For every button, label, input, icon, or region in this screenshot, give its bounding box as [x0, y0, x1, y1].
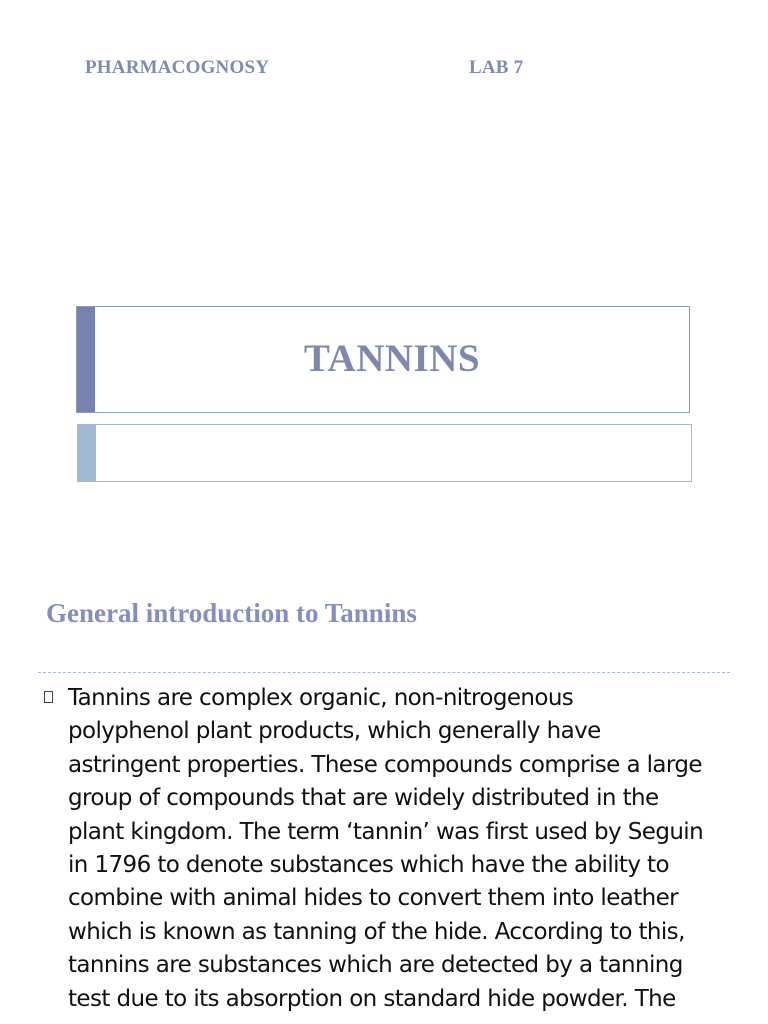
section-divider	[38, 672, 730, 673]
paragraph-line: tannins are substances which are detected by a tanning	[68, 952, 683, 979]
paragraph-line: test due to its absorption on standard hide powder. The	[68, 985, 676, 1012]
page-title: TANNINS	[303, 337, 481, 380]
paragraph-line: group of compounds that are widely distributed in the	[68, 785, 659, 812]
title-box	[76, 306, 690, 413]
paragraph-line: plant kingdom. The term ‘tannin’ was first used by Seguin	[68, 818, 704, 845]
paragraph-line: in 1796 to denote substances which have the ability to	[68, 852, 669, 879]
header-lab-number: LAB 7	[469, 57, 524, 78]
title-accent-bar	[77, 307, 95, 412]
paragraph-line: combine with animal hides to convert them into leather	[68, 885, 679, 912]
subtitle-accent-bar	[78, 425, 96, 481]
paragraph-line: Tannins are complex organic, non-nitrogenous	[68, 685, 574, 711]
square-bullet-icon	[44, 691, 53, 703]
paragraph-line: which is known as tanning of the hide. According to this,	[68, 918, 685, 945]
section-heading: General introduction to Tannins	[46, 598, 417, 628]
subtitle-box	[77, 424, 692, 482]
bullet-paragraph	[68, 682, 728, 1016]
paragraph-line: polyphenol plant products, which generally have	[68, 718, 601, 745]
paragraph-line: astringent properties. These compounds comprise a large	[68, 751, 702, 778]
header-subject: PHARMACOGNOSY	[85, 57, 270, 78]
